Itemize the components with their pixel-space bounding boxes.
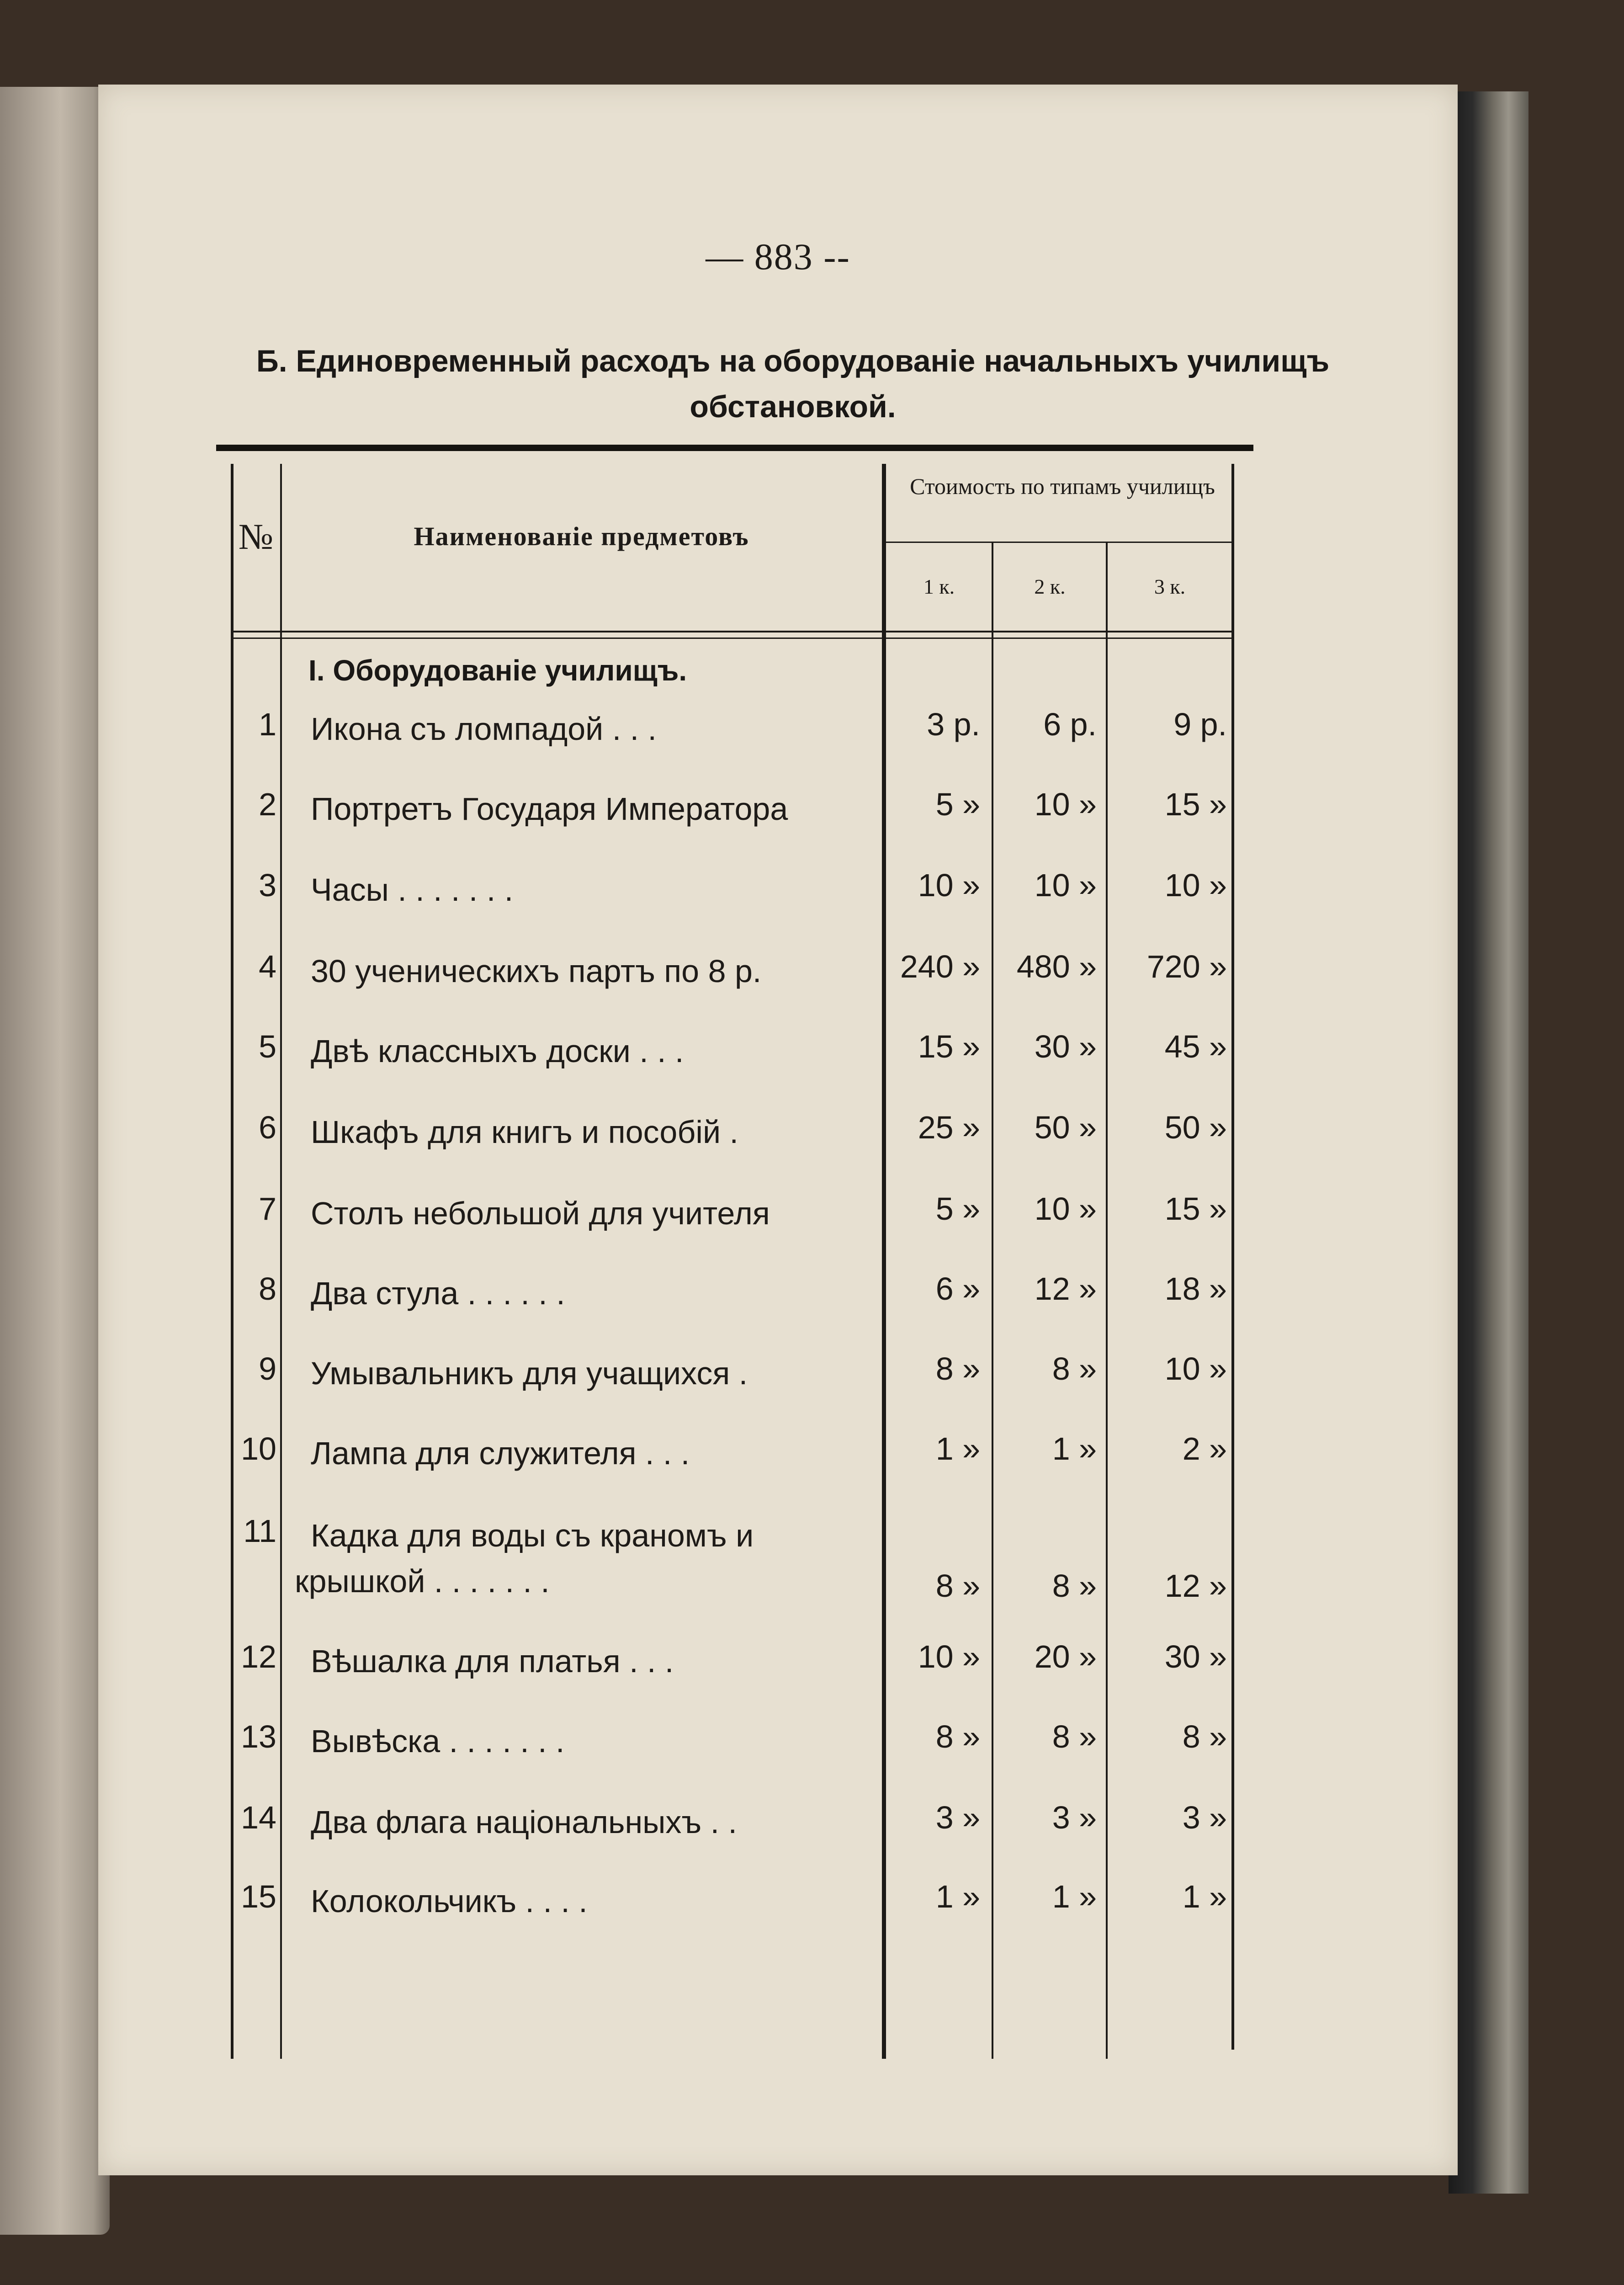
row-item-name: Шкафъ для книгъ и пособій . — [311, 1114, 738, 1150]
row-item-name: Вывѣска . . . . . . . — [311, 1723, 565, 1759]
row-number: 5 — [259, 1029, 276, 1064]
row-item-name: Два флага національныхъ . . — [311, 1804, 737, 1840]
row-price-type-1: 10 » — [918, 867, 980, 903]
row-price-type-3: 12 » — [1164, 1568, 1227, 1604]
row-price-type-1: 6 » — [935, 1271, 980, 1307]
row-price-type-1: 8 » — [935, 1568, 980, 1604]
row-price-type-3: 9 р. — [1173, 707, 1227, 742]
row-item-name: Лампа для служителя . . . — [311, 1435, 690, 1471]
row-price-type-3: 10 » — [1164, 1351, 1227, 1387]
row-number: 10 — [241, 1431, 276, 1467]
row-item-name: Умывальникъ для учащихся . — [311, 1355, 748, 1391]
left-page-edge — [0, 87, 110, 2235]
row-price-type-2: 12 » — [1034, 1271, 1097, 1307]
row-price-type-2: 10 » — [1034, 867, 1097, 903]
book-right-edge — [1449, 91, 1528, 2194]
row-number: 1 — [259, 707, 276, 742]
row-item-name: Часы . . . . . . . — [311, 872, 514, 908]
row-price-type-2: 8 » — [1052, 1568, 1097, 1604]
table-col-divider-type2 — [1106, 542, 1108, 2059]
table-right-border — [1231, 464, 1234, 2050]
row-number: 8 — [259, 1271, 276, 1307]
row-item-name: Портретъ Государя Императора — [311, 791, 788, 827]
header-bottom-rule — [231, 631, 1234, 632]
cost-header-rule — [884, 542, 1234, 543]
table-col-divider-name — [882, 464, 886, 2059]
row-price-type-1: 3 р. — [927, 707, 980, 742]
row-price-type-2: 50 » — [1034, 1110, 1097, 1145]
row-price-type-1: 1 » — [935, 1879, 980, 1914]
row-price-type-2: 1 » — [1052, 1879, 1097, 1914]
row-number: 14 — [241, 1800, 276, 1835]
section-title: I. Оборудованіе училищъ. — [308, 654, 687, 687]
row-price-type-2: 10 » — [1034, 1191, 1097, 1227]
row-number: 13 — [241, 1719, 276, 1754]
row-item-name: Колокольчикъ . . . . — [311, 1883, 588, 1919]
row-price-type-1: 240 » — [900, 949, 980, 984]
row-price-type-1: 8 » — [935, 1351, 980, 1387]
row-price-type-2: 20 » — [1034, 1639, 1097, 1674]
document-page — [98, 85, 1458, 2175]
row-price-type-2: 480 » — [1016, 949, 1097, 984]
row-number: 2 — [259, 786, 276, 822]
row-price-type-1: 15 » — [918, 1029, 980, 1064]
row-price-type-2: 3 » — [1052, 1800, 1097, 1835]
header-bottom-rule-2 — [231, 638, 1234, 639]
page-number: — 883 -- — [706, 236, 850, 277]
row-price-type-1: 10 » — [918, 1639, 980, 1674]
row-price-type-2: 1 » — [1052, 1431, 1097, 1467]
row-item-name: Столъ небольшой для учителя — [311, 1196, 770, 1231]
header-type-3: 3 к. — [1154, 575, 1186, 598]
row-price-type-1: 5 » — [935, 1191, 980, 1227]
row-price-type-3: 3 » — [1182, 1800, 1227, 1835]
row-price-type-1: 25 » — [918, 1110, 980, 1145]
row-price-type-1: 3 » — [935, 1800, 980, 1835]
row-price-type-3: 1 » — [1182, 1879, 1227, 1914]
row-price-type-2: 10 » — [1034, 786, 1097, 822]
row-item-name: 30 ученическихъ партъ по 8 р. — [311, 953, 762, 989]
row-number: 11 — [243, 1513, 276, 1549]
row-number: 12 — [241, 1639, 276, 1674]
row-price-type-1: 1 » — [935, 1431, 980, 1467]
row-number: 4 — [259, 949, 276, 984]
row-number: 3 — [259, 867, 276, 903]
row-item-name: Вѣшалка для платья . . . — [311, 1643, 674, 1679]
header-cost: Стоимость по типамъ училищъ — [910, 473, 1215, 499]
row-price-type-3: 50 » — [1164, 1110, 1227, 1145]
row-price-type-1: 8 » — [935, 1719, 980, 1754]
header-name: Наименованіе предметовъ — [414, 521, 749, 551]
row-price-type-3: 2 » — [1182, 1431, 1227, 1467]
row-item-name: Кадка для воды съ краномъ и крышкой . . . . . . . — [295, 1518, 754, 1599]
row-price-type-2: 6 р. — [1043, 707, 1097, 742]
row-price-type-2: 8 » — [1052, 1719, 1097, 1754]
page-title: Б. Единовременный расходъ на оборудованіе начальныхъ училищъ обстановкой. — [256, 344, 1330, 424]
row-price-type-3: 8 » — [1182, 1719, 1227, 1754]
row-price-type-3: 720 » — [1146, 949, 1227, 984]
row-price-type-3: 45 » — [1164, 1029, 1227, 1064]
row-price-type-3: 15 » — [1164, 786, 1227, 822]
table-col-divider-type1 — [992, 542, 993, 2059]
header-type-1: 1 к. — [923, 575, 955, 598]
row-item-name: Двѣ классныхъ доски . . . — [311, 1033, 684, 1069]
header-type-2: 2 к. — [1034, 575, 1066, 598]
row-price-type-3: 30 » — [1164, 1639, 1227, 1674]
row-price-type-2: 8 » — [1052, 1351, 1097, 1387]
row-number: 9 — [259, 1351, 276, 1387]
row-number: 15 — [241, 1879, 276, 1914]
header-no: № — [238, 517, 274, 557]
row-number: 7 — [259, 1191, 276, 1227]
row-price-type-3: 18 » — [1164, 1271, 1227, 1307]
row-item-name: Два стула . . . . . . — [311, 1275, 565, 1311]
row-item-name: Икона съ ломпадой . . . — [311, 711, 657, 747]
row-price-type-3: 15 » — [1164, 1191, 1227, 1227]
table-col-divider-no — [280, 464, 282, 2059]
row-price-type-1: 5 » — [935, 786, 980, 822]
row-price-type-3: 10 » — [1164, 867, 1227, 903]
row-price-type-2: 30 » — [1034, 1029, 1097, 1064]
row-number: 6 — [259, 1110, 276, 1145]
title-rule — [216, 445, 1253, 451]
